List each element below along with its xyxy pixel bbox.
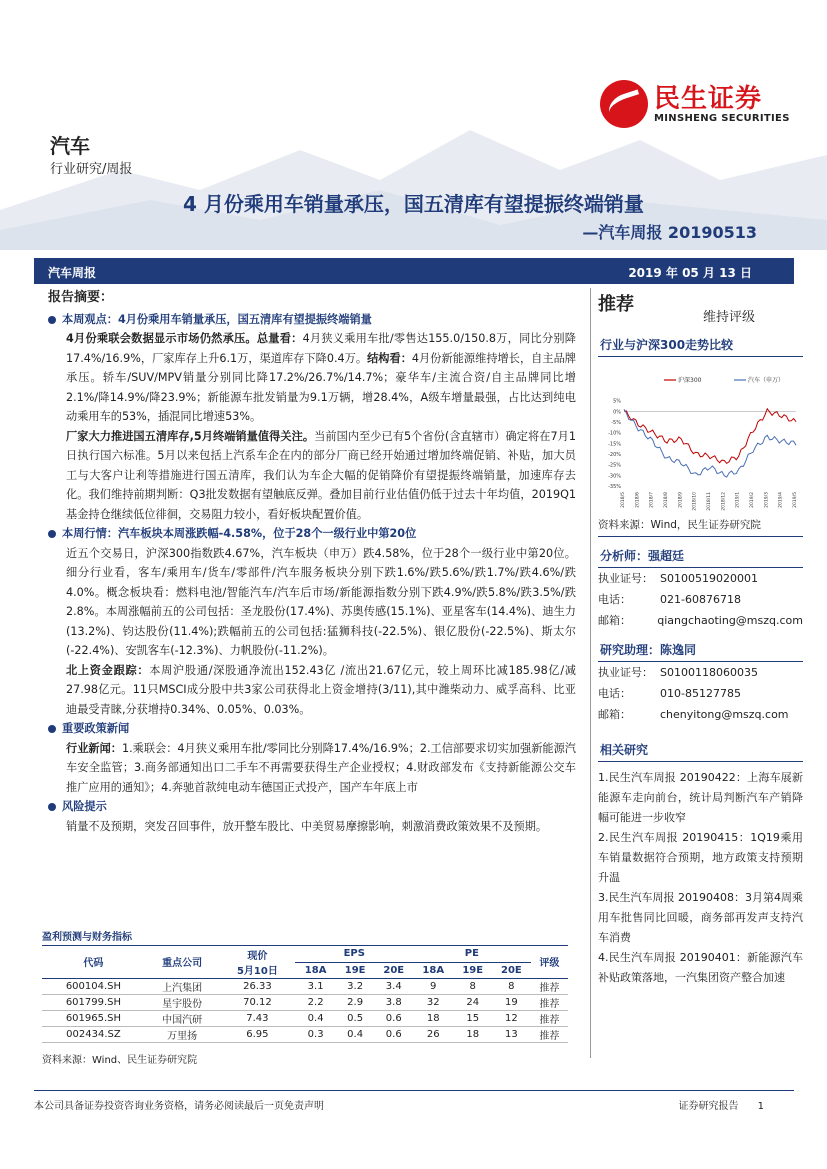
series-line	[624, 409, 796, 464]
table-cell: 18	[453, 1026, 492, 1042]
table-cell: 9	[413, 978, 453, 994]
text: 当前国内至少已有5个省份(含直辖市）确定将在7月1日执行国六标准。5月以来包括上汽系车企在内的部分厂商已经开始通过增加终端促销、补贴，加大员工与大客户让利等措施进行国五清库，我们认为车企大幅的促销降价有望提振终端销量，加速库存去化。我们维持前期判断：Q3批发数据有望触底反弹。叠加目前行业估值仍低于过去十年均值，2019Q1基金持仓继续低位徘徊，交易阻力较小，看好板块配置价值。	[66, 429, 576, 521]
table-cell: 24	[453, 994, 492, 1010]
forecast-table	[42, 928, 568, 1066]
table-cell: 2.2	[295, 994, 335, 1010]
year-header: 19E	[462, 964, 484, 976]
rating-sub: 维持评级	[703, 310, 756, 325]
bullet-icon	[48, 803, 56, 811]
paragraph	[48, 427, 576, 525]
info-row	[598, 589, 803, 610]
year-header: 20E	[500, 964, 522, 976]
table-cell: 中国汽研	[145, 1010, 219, 1026]
year-header: 19E	[344, 964, 366, 976]
table-cell: 002434.SZ	[42, 1026, 145, 1042]
info-row	[598, 610, 803, 631]
table-cell: 601799.SH	[42, 994, 145, 1010]
summary-section	[48, 288, 576, 836]
y-tick-label: -25%	[608, 462, 621, 469]
table-cell: 6.95	[219, 1026, 295, 1042]
section-heading: 风险提示	[62, 800, 107, 813]
info-row	[598, 704, 803, 725]
paragraph	[48, 329, 576, 427]
minsheng-logo-icon	[600, 80, 648, 128]
table-row	[42, 1026, 568, 1042]
table-cell: 8	[453, 978, 492, 994]
info-row	[598, 568, 803, 589]
col-pe: PE	[413, 946, 531, 962]
x-tick-label: 2019/4	[778, 492, 784, 508]
paragraph: 近五个交易日，沪深300指数跌4.67%，汽车板块（申万）跌4.58%，位于28个一级行业中第20位。细分行业看，客车/乘用车/货车/零部件/汽车服务板块分别下跌1.6%/跌5.6%/跌1.7%/跌4.6%/跌4.0%。概念板块看：燃料电池/智能汽车/汽车后市场/新能源指数分别下跌4.9%/跌5.8%/跌3.5%/跌2.8%。本周涨幅前五的公司包括：圣龙股份(17.4%)、苏奥传感(15.1%)、亚星客车(14.4%)、迪生力(13.2%)、钧达股份(11.4%);跌幅前五的公司包括:猛狮科技(-22.5%)、银亿股份(-22.5%)、斯太尔(-22.4%)、安凯客车(-12.3%)、力帆股份(-11.2%)。	[66, 546, 576, 657]
table-cell: 3.1	[295, 978, 335, 994]
x-tick-label: 2019/5	[793, 492, 798, 508]
info-key: 邮箱：	[598, 708, 631, 721]
info-value: 021-60876718	[660, 593, 741, 606]
table-cell: 0.3	[295, 1026, 335, 1042]
col-date: 5月10日	[236, 966, 278, 978]
logo	[600, 80, 790, 128]
bullet-icon	[48, 530, 56, 538]
table-cell: 0.5	[336, 1010, 375, 1026]
text: 4月狭义乘用车批/零售达155.0/150.8万，同比分别降17.4%/16.9%，厂家库存上升6.1万，渠道库存下降0.4万。	[66, 332, 576, 365]
info-value: 010-85127785	[660, 687, 741, 700]
info-key: 电话：	[598, 593, 631, 606]
x-tick-label: 2019/2	[750, 492, 755, 508]
table-row	[42, 994, 568, 1010]
col-rating: 评级	[539, 958, 560, 970]
info-value: chenyitong@mszq.com	[660, 708, 789, 721]
chart-heading: 行业与沪深300走势比较	[598, 334, 803, 357]
table-cell: 推荐	[531, 978, 568, 994]
report-date: 2019 年 05 月 13 日	[628, 266, 752, 280]
y-tick-label: -5%	[611, 420, 621, 426]
analyst-info	[598, 568, 803, 631]
info-value: S0100118060035	[660, 666, 758, 679]
legend-label: 汽车（申万）	[748, 377, 785, 384]
page-number: 1	[757, 1101, 764, 1112]
info-key: 执业证号：	[598, 666, 653, 679]
col-code: 代码	[83, 958, 104, 970]
analyst-heading: 分析师：强超廷	[598, 545, 803, 568]
footer-label: 证券研究报告	[678, 1101, 739, 1112]
bullet-icon	[48, 725, 56, 733]
text: 4月份新能源维持增长，自主品牌承压。轿车/SUV/MPV销量分别同比降17.2%/26.7%/14.7%；豪华车/主流合资/自主品牌同比增2.1%/降14.9%/降23.9%；新能源车批发销量为9.1万辆，增28.4%，A级车增量最强，占比达到纯电动乘用车的53%，插混同比增速53%。	[66, 351, 576, 423]
info-value: S0100519020001	[660, 572, 758, 585]
table-cell: 3.8	[374, 994, 413, 1010]
table-cell: 8	[492, 978, 531, 994]
bold-lead: 结构看：	[367, 351, 412, 365]
paragraph: 销量不及预期，突发召回事件，放开整车股比、中美贸易摩擦影响，刺激消费政策效果不及预期。	[66, 819, 548, 833]
info-value: qiangchaoting@mszq.com	[657, 614, 803, 627]
table-cell: 0.4	[295, 1010, 335, 1026]
y-tick-label: 5%	[613, 398, 621, 405]
table-cell: 0.4	[336, 1026, 375, 1042]
table-cell: 0.6	[374, 1010, 413, 1026]
table-cell: 32	[413, 994, 453, 1010]
y-tick-label: -10%	[608, 430, 621, 437]
report-subtitle: —汽车周报 20190513	[582, 223, 757, 242]
info-key: 邮箱：	[598, 614, 631, 627]
info-row	[598, 662, 803, 683]
table-cell: 3.2	[336, 978, 375, 994]
info-key: 电话：	[598, 687, 631, 700]
bullet-icon	[48, 316, 56, 324]
table-cell: 3.4	[374, 978, 413, 994]
text: 1.乘联会：4月狭义乘用车批/零同比分别降17.4%/16.9%；2.工信部要求切实加强新能源汽车安全监管；3.商务部通知出口二手车不再需要获得生产企业授权；4.财政部发布《支持新能源公交车推广应用的通知》；4.奔驰首款纯电动车德国正式投产，国产车年底上市	[66, 741, 576, 794]
related-item: 4.民生汽车周报 20190401：新能源汽车补贴政策落地，一汽集团资产整合加速	[598, 951, 803, 984]
info-key: 执业证号：	[598, 572, 653, 585]
table-cell: 推荐	[531, 994, 568, 1010]
bold-lead: 4月份乘联会数据显示市场仍然承压。总量看：	[66, 332, 303, 345]
year-header: 20E	[383, 964, 405, 976]
report-title: 4 月份乘用车销量承压，国五清库有望提振终端销量	[183, 192, 644, 216]
col-company: 重点公司	[162, 958, 203, 970]
disclaimer: 本公司具备证券投资咨询业务资格，请务必阅读最后一页免责声明	[34, 1101, 324, 1112]
footer-right	[679, 1097, 764, 1112]
y-tick-label: 0%	[613, 409, 621, 416]
summary-heading: 报告摘要：	[48, 290, 114, 305]
year-header: 18A	[304, 964, 327, 976]
legend-label: 沪深300	[678, 377, 702, 384]
table-cell: 15	[453, 1010, 492, 1026]
related-heading: 相关研究	[598, 739, 803, 762]
y-tick-label: -35%	[608, 484, 621, 490]
year-header: 18A	[422, 964, 445, 976]
table-row	[42, 1010, 568, 1026]
paragraph	[48, 661, 576, 720]
table-cell: 推荐	[531, 1010, 568, 1026]
x-tick-label: 2018/7	[649, 492, 655, 508]
section-heading: 本周观点：4月份乘用车销量承压，国五清库有望提振终端销量	[62, 312, 372, 326]
table-cell: 7.43	[219, 1010, 295, 1026]
table-cell: 万里扬	[145, 1026, 219, 1042]
related-item: 1.民生汽车周报 20190422：上海车展新能源车走向前台，统计局判断汽车产销降幅可能进一步收窄	[598, 771, 803, 824]
column-divider	[590, 288, 591, 1058]
logo-text-en: MINSHENG SECURITIES	[654, 112, 790, 124]
table-source: 资料来源：Wind、民生证券研究院	[42, 1054, 198, 1066]
table-cell: 600104.SH	[42, 978, 145, 994]
table-cell: 2.9	[336, 994, 375, 1010]
table-cell: 上汽集团	[145, 978, 219, 994]
info-row	[598, 683, 803, 704]
rating: 推荐	[598, 294, 634, 315]
x-tick-label: 2018/11	[707, 492, 712, 511]
x-tick-label: 2018/8	[664, 492, 669, 508]
table-cell: 26	[413, 1026, 453, 1042]
table-cell: 星宇股份	[145, 994, 219, 1010]
related-item: 2.民生汽车周报 20190415：1Q19乘用车销量数据符合预期，地方政策支持预期升温	[598, 831, 803, 884]
bold-lead: 厂家大力推进国五清库存,5月终端销量值得关注。	[66, 429, 315, 443]
table-cell: 12	[492, 1010, 531, 1026]
y-tick-label: -20%	[608, 452, 621, 458]
table-cell: 18	[413, 1010, 453, 1026]
table-cell: 26.33	[219, 978, 295, 994]
paragraph	[48, 739, 576, 798]
x-tick-label: 2018/9	[678, 492, 684, 508]
report-type: 行业研究/周报	[50, 162, 133, 177]
bar-label: 汽车周报	[48, 266, 97, 280]
x-tick-label: 2018/10	[692, 492, 698, 511]
header-bar	[34, 258, 794, 284]
table-cell: 13	[492, 1026, 531, 1042]
section-heading: 本周行情：汽车板块本周涨跌幅-4.58%，位于28个一级行业中第20位	[62, 527, 417, 540]
x-tick-label: 2019/3	[764, 492, 770, 508]
bold-lead: 北上资金跟踪：	[66, 663, 150, 677]
table-cell: 19	[492, 994, 531, 1010]
table-cell: 601965.SH	[42, 1010, 145, 1026]
sector-label: 汽车	[50, 134, 90, 158]
table-cell: 推荐	[531, 1026, 568, 1042]
text: 本周沪股通/深股通净流出152.43亿 /流出21.67亿元，较上周环比减185.98亿/减27.98亿元。11只MSCI成分股中共3家公司获得北上资金增持(3/11),其中潍柴动力、威孚高科、比亚迪最受青睐,分获增持0.34%、0.05%、0.03%。	[66, 663, 576, 716]
series-line	[624, 409, 796, 477]
bold-lead: 行业新闻：	[66, 741, 122, 755]
chart-source: 资料来源：Wind，民生证券研究院	[598, 517, 803, 537]
trend-chart	[598, 372, 803, 512]
assistant-heading: 研究助理：陈逸同	[598, 639, 803, 662]
logo-text-cn: 民生证券	[654, 83, 763, 114]
assistant-info	[598, 662, 803, 725]
section-heading: 重要政策新闻	[62, 722, 130, 735]
x-tick-label: 2018/6	[635, 492, 641, 508]
table-title: 盈利预测与财务指标	[42, 928, 568, 946]
table-cell: 0.6	[374, 1026, 413, 1042]
x-tick-label: 2018/12	[721, 492, 727, 511]
y-tick-label: -15%	[608, 441, 621, 448]
table-row	[42, 978, 568, 994]
col-price: 现价	[247, 950, 268, 962]
related-item: 3.民生汽车周报 20190408：3月第4周乘用车批售同比回暖，商务部再发声支持汽车消费	[598, 891, 803, 944]
table-cell: 70.12	[219, 994, 295, 1010]
footer	[34, 1090, 794, 1112]
x-tick-label: 2018/5	[621, 492, 626, 508]
col-eps: EPS	[295, 946, 413, 962]
x-tick-label: 2019/1	[735, 492, 741, 508]
related-list	[598, 768, 803, 988]
y-tick-label: -30%	[608, 473, 621, 480]
